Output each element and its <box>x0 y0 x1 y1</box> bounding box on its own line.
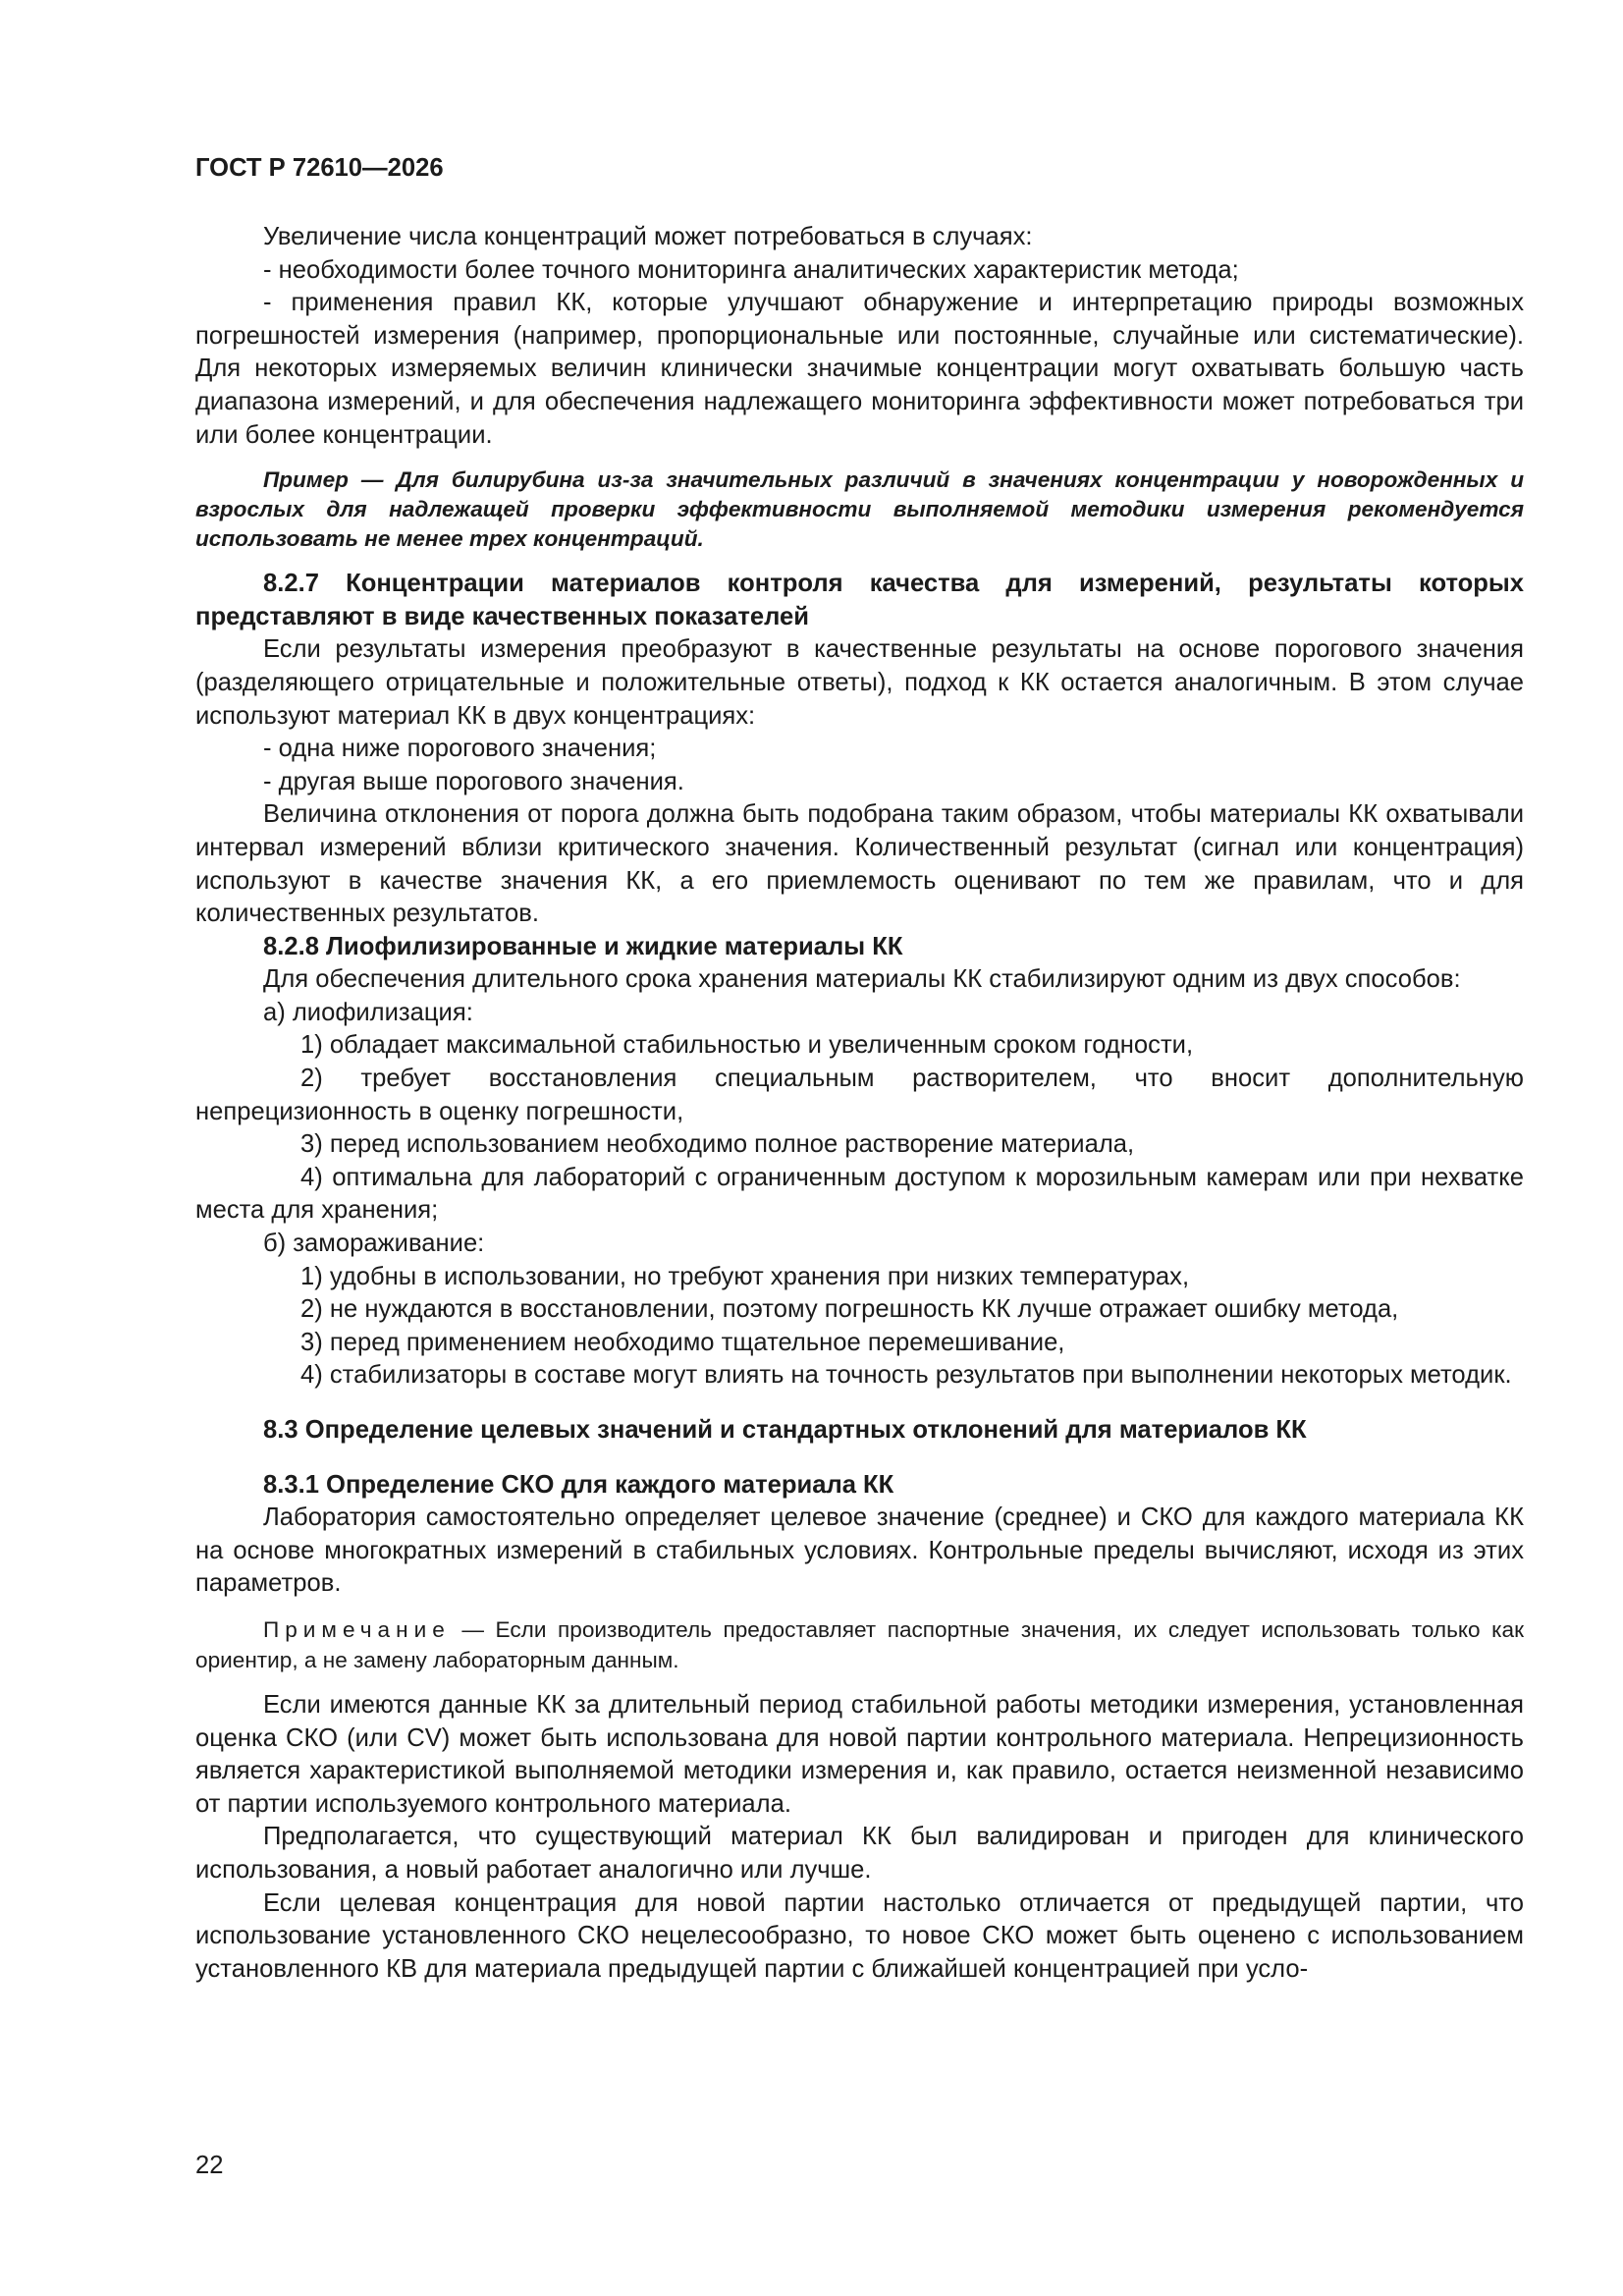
note-paragraph <box>195 1614 1524 1675</box>
list-item: а) лиофилизация: <box>263 998 473 1026</box>
list-item: - необходимости более точного мониторинга аналитических характеристик метода; <box>263 255 1239 284</box>
section-heading-8-2-8: 8.2.8 Лиофилизированные и жидкие материалы КК <box>263 932 903 960</box>
list-item: 4) стабилизаторы в составе могут влиять на точность результатов при выполнении некоторых методик. <box>300 1361 1512 1390</box>
example-paragraph: Пример — Для билирубина из-за значительных различий в значениях концентрации у новорожденных и взрослых для надлежащей проверки эффективности выполняемой методики измерения рекомендуется использовать не менее трех концентраций. <box>195 467 1524 552</box>
paragraph: Если результаты измерения преобразуют в качественные результаты на основе порогового значения (разделяющего отрицательные и положительные ответы), подход к КК остается аналогичным. В этом случае используют материал КК в двух концентрациях: <box>195 635 1524 730</box>
list-item: 2) требует восстановления специальным растворителем, что вносит дополнительную непрецизионность в оценку погрешности, <box>195 1065 1524 1125</box>
paragraph: Увеличение числа концентраций может потребоваться в случаях: <box>263 223 1033 250</box>
list-item: 3) перед использованием необходимо полное растворение материала, <box>300 1130 1135 1159</box>
list-item: - одна ниже порогового значения; <box>263 735 657 763</box>
document-header: ГОСТ Р 72610—2026 <box>195 154 444 182</box>
section-heading-8-2-7: 8.2.7 Концентрации материалов контроля качества для измерений, результаты которых представляют в виде качественных показателей <box>195 570 1524 630</box>
note-text: — Если производитель предоставляет паспортные значения, их следует использовать только как ориентир, а не замену лабораторным данным. <box>195 1616 1524 1672</box>
paragraph: Предполагается, что существующий материал КК был валидирован и пригоден для клинического использования, а новый работает аналогично или лучше. <box>195 1823 1524 1884</box>
list-item: - другая выше порогового значения. <box>263 767 684 795</box>
list-item: 1) обладает максимальной стабильностью и увеличенным сроком годности, <box>300 1031 1194 1060</box>
list-item: 2) не нуждаются в восстановлении, поэтому погрешность КК лучше отражает ошибку метода, <box>300 1295 1399 1324</box>
section-heading-8-3: 8.3 Определение целевых значений и стандартных отклонений для материалов КК <box>263 1416 1307 1444</box>
list-item: 3) перед применением необходимо тщательное перемешивание, <box>300 1328 1065 1356</box>
paragraph: Лаборатория самостоятельно определяет целевое значение (среднее) и СКО для каждого материала КК на основе многократных измерений в стабильных условиях. Контрольные пределы вычисляют, исходя из этих параметров. <box>195 1503 1524 1598</box>
page-number: 22 <box>195 2152 224 2179</box>
section-heading-8-3-1: 8.3.1 Определение СКО для каждого материала КК <box>263 1470 894 1499</box>
paragraph: Если целевая концентрация для новой партии настолько отличается от предыдущей партии, что использование установленного СКО нецелесообразно, то новое СКО может быть оценено с использованием установленного КВ для материала предыдущей партии с ближайшей концентрацией при усло- <box>195 1888 1524 1983</box>
document-body <box>195 221 1524 1986</box>
list-item: - применения правил КК, которые улучшают обнаружение и интерпретацию природы возможных погрешностей измерения (например, пропорциональные или постоянные, случайные или систематические). Для некоторых измеряемых величин клинически значимые концентрации могут охватывать большую часть диапазона измерений, и для обеспечения надлежащего мониторинга эффективности может потребоваться три или более концентрации. <box>195 289 1524 449</box>
paragraph: Если имеются данные КК за длительный период стабильной работы методики измерения, установленная оценка СКО (или CV) может быть использована для новой партии контрольного материала. Непрецизионность является характеристикой выполняемой методики измерения и, как правило, остается неизменной независимо от партии используемого контрольного материала. <box>195 1690 1524 1818</box>
list-item: 4) оптимальна для лабораторий с ограниченным доступом к морозильным камерам или при нехватке места для хранения; <box>195 1163 1524 1225</box>
list-item: б) замораживание: <box>263 1230 485 1258</box>
paragraph: Для обеспечения длительного срока хранения материалы КК стабилизируют одним из двух способов: <box>263 965 1461 994</box>
paragraph: Величина отклонения от порога должна быть подобрана таким образом, чтобы материалы КК охватывали интервал измерений вблизи критического значения. Количественный результат (сигнал или концентрация) используют в качестве значения КК, а его приемлемость оценивают по тем же правилам, что и для количественных результатов. <box>195 800 1524 928</box>
list-item: 1) удобны в использовании, но требуют хранения при низких температурах, <box>300 1262 1190 1290</box>
note-label: Примечание <box>263 1616 451 1642</box>
